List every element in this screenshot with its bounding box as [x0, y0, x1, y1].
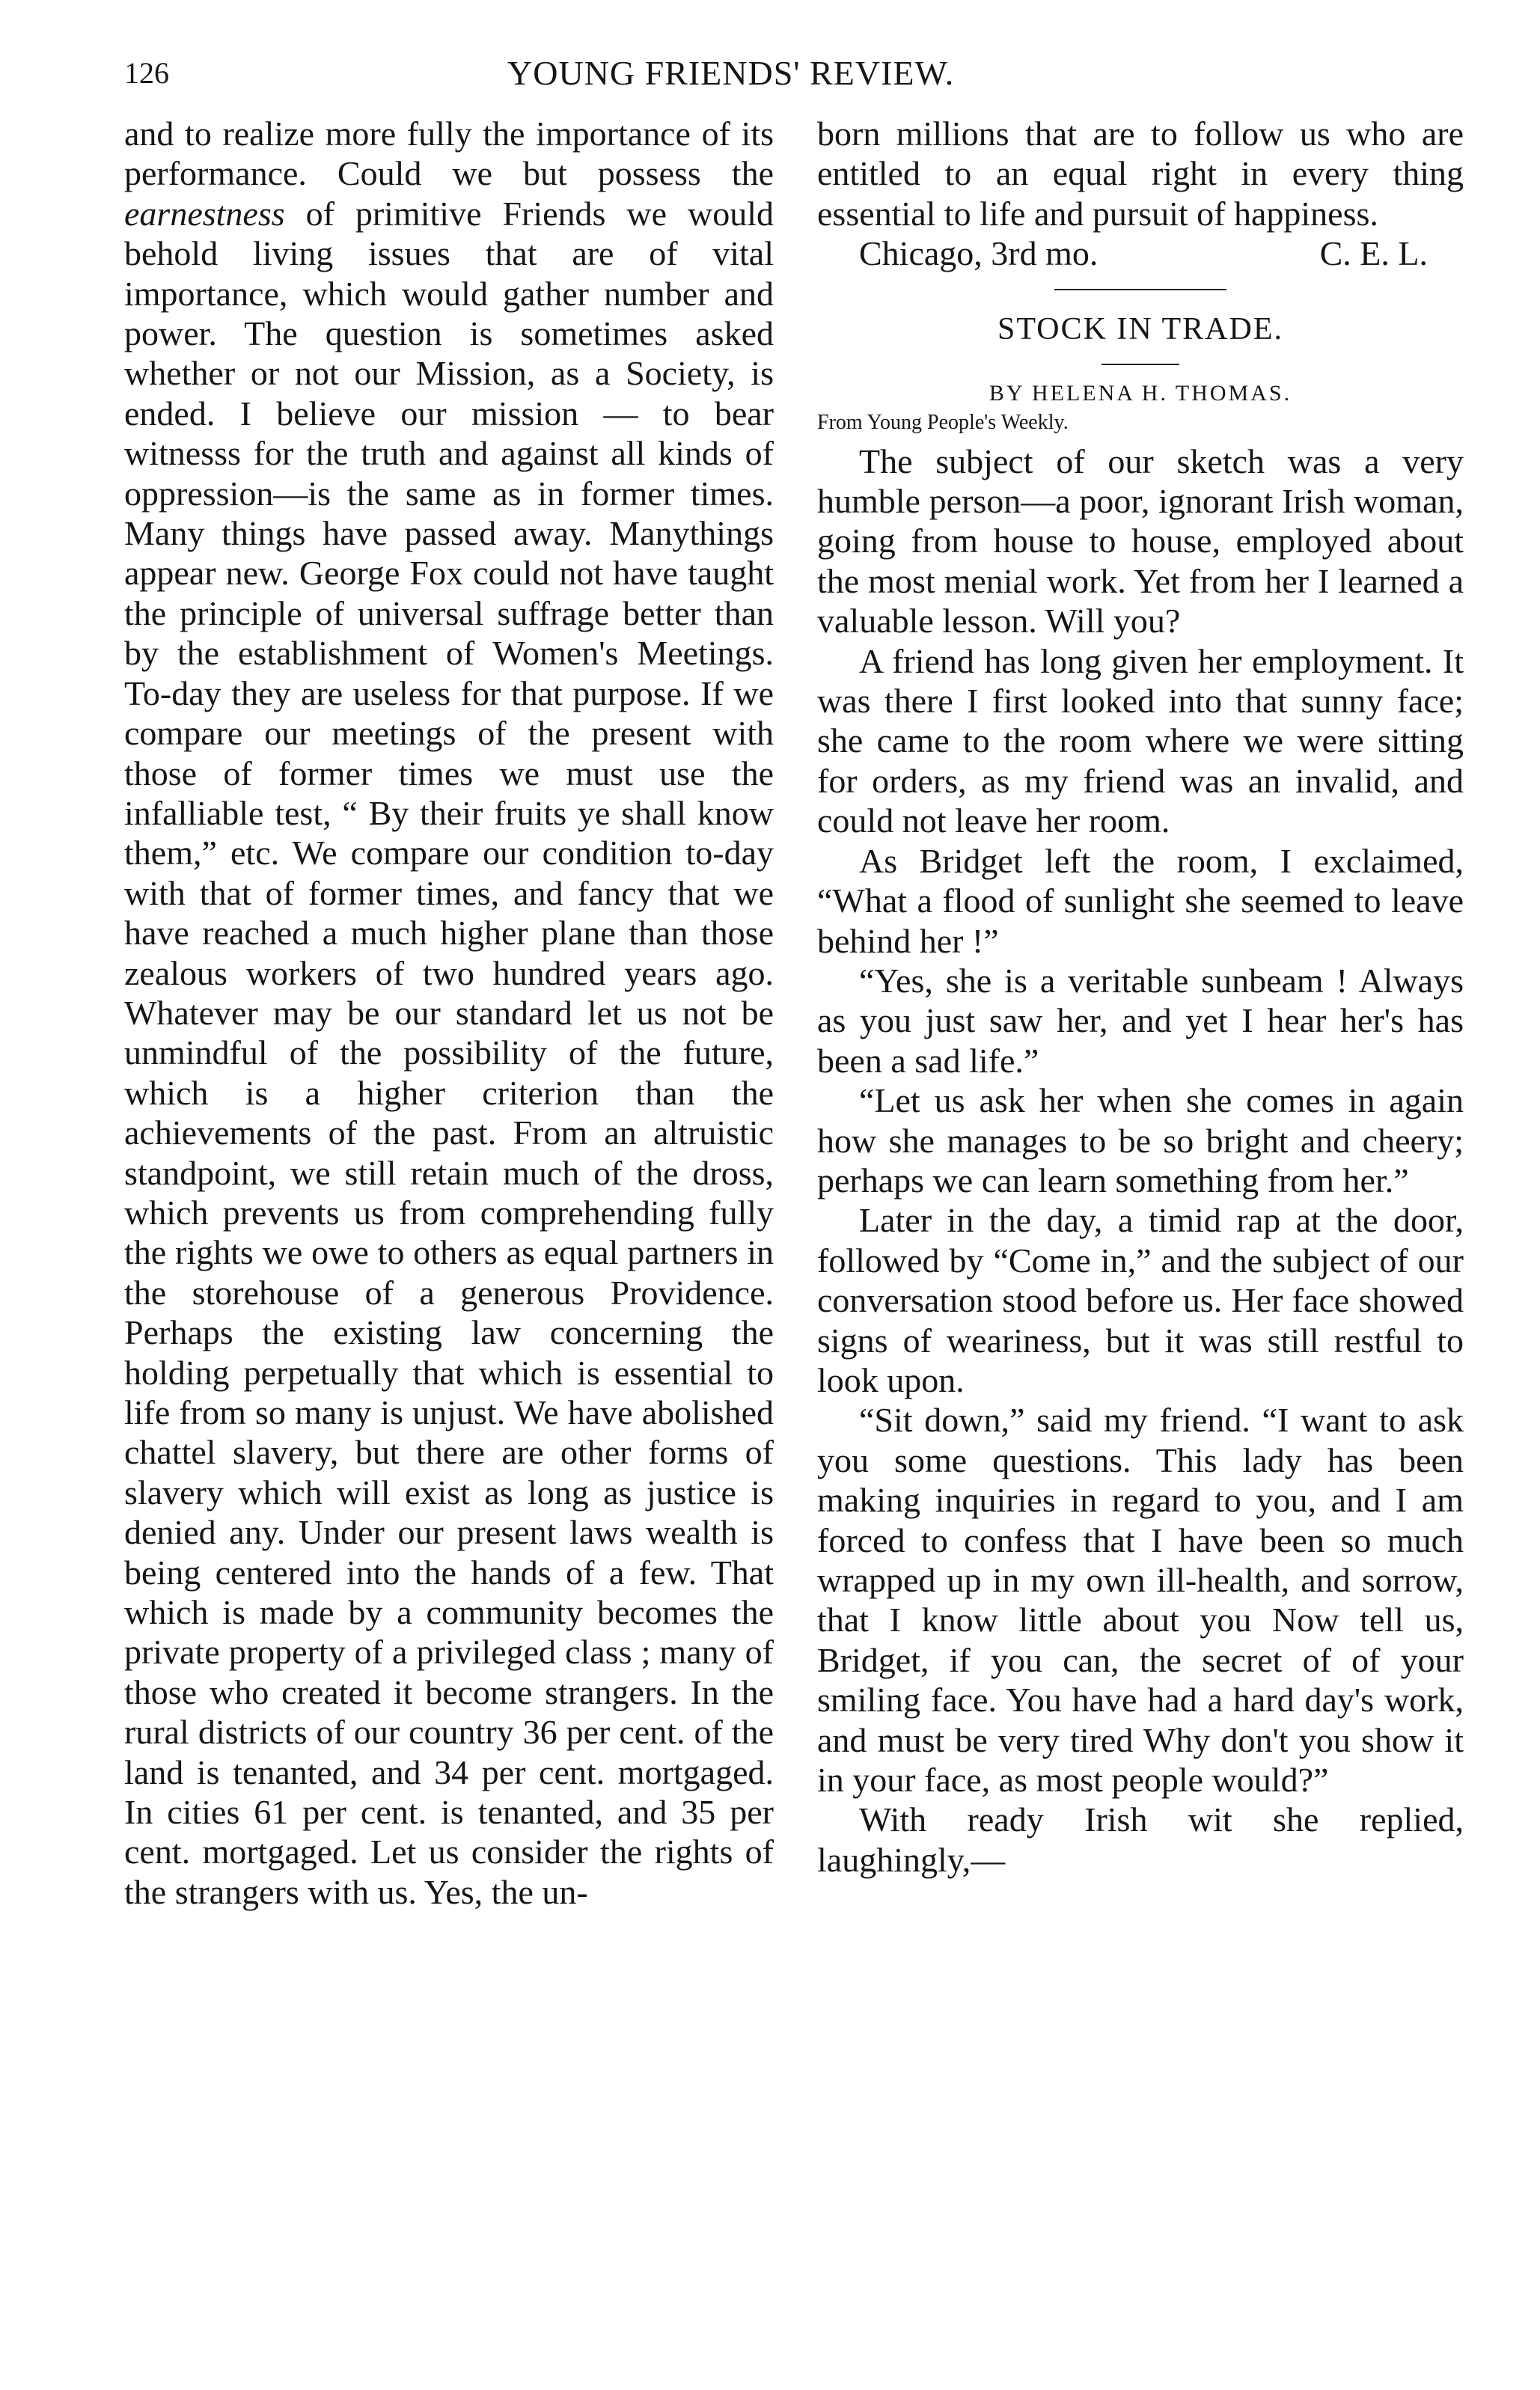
title-divider — [1101, 364, 1179, 365]
essay-signoff — [817, 233, 1464, 273]
article-paragraph: “Yes, she is a veritable sunbeam ! Always as you just saw her, and yet I hear her's has been a sad life.” — [817, 961, 1464, 1080]
article-paragraph: “Let us ask her when she comes in again how she manages to be so bright and cheery; perhaps we can learn something from her.” — [817, 1081, 1464, 1199]
article-paragraph: Later in the day, a timid rap at the door, followed by “Come in,” and the subject of our conversation stood before us. Her face showed signs of weariness, but it was still restful to look upon. — [817, 1201, 1464, 1399]
source-credit: From Young People's Weekly. — [817, 410, 1069, 434]
running-head: YOUNG FRIENDS' REVIEW. — [507, 54, 955, 92]
article-paragraph: The subject of our sketch was a very humble person—a poor, ignorant Irish woman, going from house to house, employed about the most menial work. Yet from her I learned a valuable lesson. Will you? — [817, 441, 1464, 641]
emphasis: earnestness — [124, 194, 285, 233]
article-paragraph: With ready Irish wit she replied, laughingly,— — [817, 1800, 1464, 1879]
place-date: Chicago, 3rd mo. — [859, 234, 1099, 273]
article-paragraph: “Sit down,” said my friend. “I want to ask you some questions. This lady has been making inquiries in regard to you, and I am forced to confess that I have been so much wrapped up in my own ill-health, and sorrow, that I know little about you Now tell us, Bridget, if you can, the secret of of your smiling face. You have had a hard day's work, and must be very tired Why don't you show it in your face, as most people would?” — [817, 1401, 1464, 1800]
right-column — [817, 114, 1464, 1880]
article-paragraph: A friend has long given her employment. It was there I first looked into that sunny face; she came to the room where we were sitting for orders, as my friend was an invalid, and could not leave her room. — [817, 641, 1464, 840]
essay-paragraph: and to realize more fully the importance of its performance. Could we but possess the earnestness of primitive Friends we would behold living issues that are of vital importance, which would gather number and power. The question is sometimes asked whether or not our Mission, as a Society, is ended. I believe our mission — to bear witnesss for the truth and against all kinds of oppression—is the same as in former times. Many things have passed away. Manythings appear new. George Fox could not have taught the principle of universal suffrage better than by the establishment of Women's Meetings. To-day they are useless for that purpose. If we compare our meetings of the present with those of former times we must use the infalliable test, “ By their fruits ye shall know them,” etc. We compare our condition to-day with that of former times, and fancy that we have reached a much higher plane than those zealous workers of two hundred years ago. Whatever may be our standard let us not be unmindful of the possibility of the future, which is a higher criterion than the achievements of the past. From an altruistic standpoint, we still retain much of the dross, which prevents us from comprehending fully the rights we owe to others as equal partners in the storehouse of a generous Providence. Perhaps the existing law concerning the holding perpetually that which is essential to life from so many is unjust. We have abolished chattel slavery, but there are other forms of slavery which will exist as long as justice is denied any. Under our present laws wealth is being centered into the hands of a few. That which is made by a community becomes the private property of a privileged class ; many of those who created it become strangers. In the rural districts of our country 36 per cent. of the land is tenanted, and 34 per cent. mortgaged. In cities 61 per cent. is tenanted, and 35 per cent. mortgaged. Let us consider the rights of the strangers with us. Yes, the un- — [124, 114, 774, 1911]
author-initials: C. E. L. — [1319, 234, 1428, 273]
left-column — [124, 114, 774, 1912]
page-number: 126 — [124, 56, 169, 90]
essay-conclusion-paragraph: born millions that are to follow us who are entitled to an equal right in every thing essential to life and pursuit of happiness. — [817, 114, 1464, 233]
section-divider — [1054, 289, 1226, 290]
article-title: STOCK IN TRADE. — [997, 311, 1283, 346]
byline: BY HELENA H. THOMAS. — [989, 380, 1292, 406]
article-paragraph: As Bridget left the room, I exclaimed, “What a flood of sunlight she seemed to leave behind her !” — [817, 841, 1464, 960]
